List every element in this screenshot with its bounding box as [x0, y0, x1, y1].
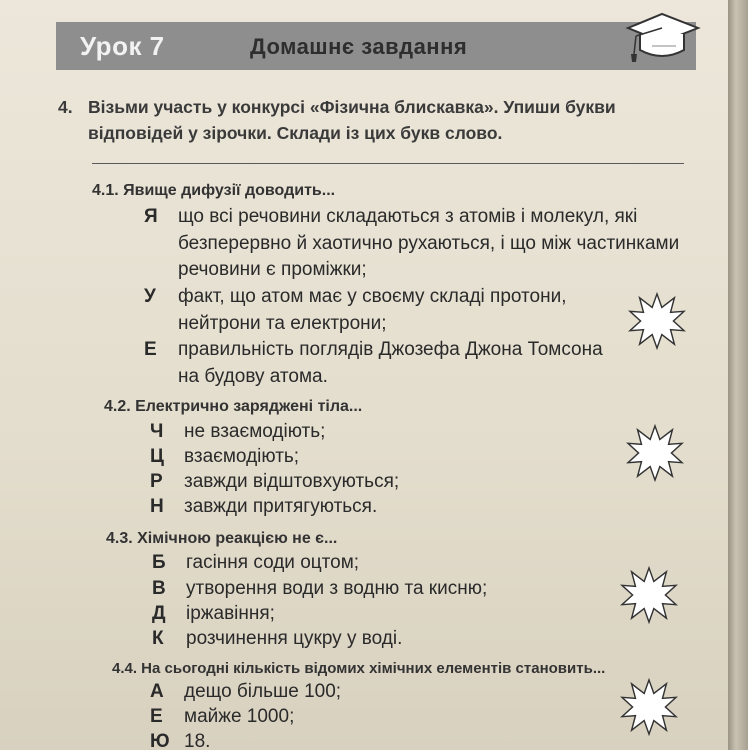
- answer-text: утворення води з водню та кисню;: [186, 578, 488, 599]
- answer-letter: Ю: [150, 731, 170, 750]
- answer-text: іржавіння;: [186, 603, 275, 624]
- task-number: 4.: [58, 97, 73, 117]
- question-4-4: 4.4. На сьогодні кількість відомих хімічних елементів становить...: [112, 660, 606, 677]
- answer-star-icon[interactable]: [628, 292, 686, 350]
- answer-option: [150, 444, 610, 471]
- answer-option: [152, 576, 612, 603]
- answer-letter: К: [152, 628, 164, 649]
- graduation-cap-icon: [622, 6, 702, 68]
- answer-text: дещо більше 100;: [184, 681, 342, 702]
- lesson-header-bar: [56, 22, 696, 70]
- question-4-3: 4.3. Хімічною реакцією не є...: [106, 530, 338, 547]
- answer-option: [150, 494, 610, 521]
- divider-line: [92, 163, 684, 164]
- answer-star-icon[interactable]: [620, 678, 678, 736]
- answer-letter: Д: [152, 603, 166, 624]
- answer-option: [150, 419, 610, 446]
- answer-letter: В: [152, 578, 166, 599]
- answer-option: [152, 550, 612, 577]
- section-title: Домашнє завдання: [250, 34, 468, 59]
- answer-letter: Ц: [150, 446, 164, 467]
- answer-option: [144, 284, 614, 337]
- answer-letter: Я: [144, 206, 158, 227]
- lesson-number: Урок 7: [80, 31, 165, 61]
- answer-text: що всі речовини складаються з атомів і молекул, які безперервно й хаотично рухаються, і що між частинками речовини є проміжки;: [178, 206, 680, 280]
- answer-letter: Е: [144, 339, 157, 360]
- answer-option: [150, 469, 610, 496]
- answer-text: правильність поглядів Джозефа Джона Томсона на будову атома.: [178, 339, 603, 387]
- answer-option: [144, 204, 684, 284]
- answer-option: [150, 679, 610, 706]
- answer-text: не взаємодіють;: [184, 421, 326, 442]
- answer-star-icon[interactable]: [626, 424, 684, 482]
- answer-text: майже 1000;: [184, 706, 295, 727]
- answer-letter: А: [150, 681, 164, 702]
- answer-text: 18.: [184, 731, 211, 750]
- task-instruction: [58, 94, 698, 146]
- answer-option: [144, 337, 614, 390]
- answer-text: факт, що атом має у своєму складі протони, нейтрони та електрони;: [178, 286, 567, 334]
- answer-text: завжди притягуються.: [184, 496, 378, 517]
- answer-letter: У: [144, 286, 156, 307]
- question-4-2: 4.2. Електрично заряджені тіла...: [104, 398, 363, 415]
- answer-letter: Б: [152, 552, 166, 573]
- answer-option: [152, 601, 612, 628]
- book-spine-edge: [728, 0, 748, 750]
- answer-option: [150, 704, 610, 731]
- answer-text: взаємодіють;: [184, 446, 300, 467]
- answer-text: розчинення цукру у воді.: [186, 628, 403, 649]
- task-text: Візьми участь у конкурсі «Фізична блискавка». Упиши букви відповідей у зірочки. Склади із цих букв слово.: [88, 97, 616, 143]
- answer-letter: Р: [150, 471, 163, 492]
- answer-text: завжди відштовхуються;: [184, 471, 400, 492]
- answer-text: гасіння соди оцтом;: [186, 552, 360, 573]
- answer-option: [152, 626, 612, 653]
- answer-letter: Ч: [150, 421, 164, 442]
- answer-letter: Н: [150, 496, 164, 517]
- question-4-1: 4.1. Явище дифузії доводить...: [92, 182, 336, 199]
- answer-star-icon[interactable]: [620, 566, 678, 624]
- answer-letter: Е: [150, 706, 163, 727]
- answer-option: [150, 729, 610, 750]
